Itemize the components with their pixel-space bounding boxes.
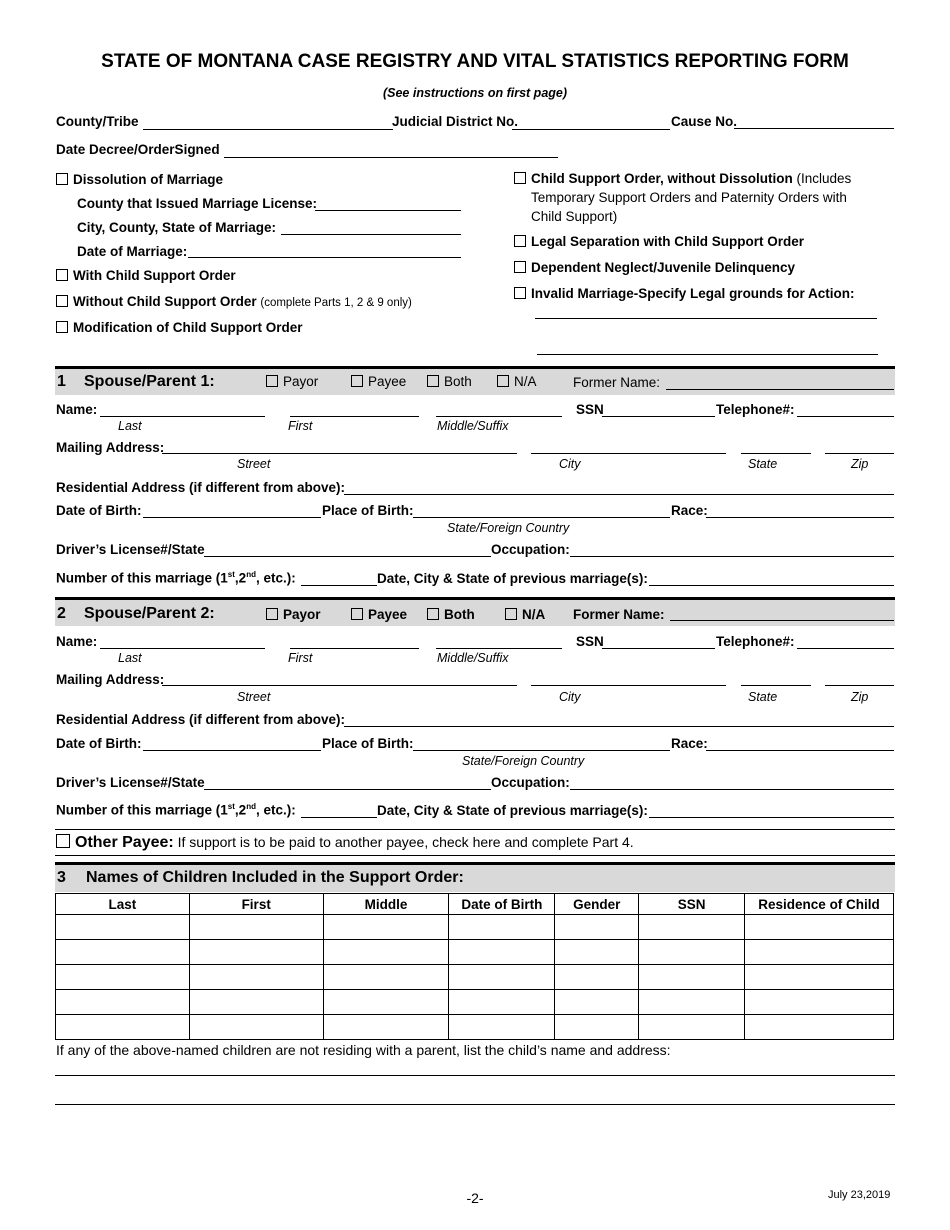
table-row: [56, 990, 894, 1015]
without-cso-note: (complete Parts 1, 2 & 9 only): [260, 297, 412, 309]
s2-pob-label: Place of Birth:: [322, 736, 414, 751]
s1-first-field[interactable]: [290, 416, 419, 417]
s1-ssn-field[interactable]: [602, 416, 715, 417]
legal-separation-label: Legal Separation with Child Support Order: [531, 234, 805, 249]
table-cell[interactable]: [639, 1015, 745, 1040]
table-cell[interactable]: [189, 940, 323, 965]
s1-city-caption: City: [559, 457, 581, 471]
s2-last-caption: Last: [118, 651, 142, 665]
s2-mailing-label: Mailing Address:: [56, 672, 165, 687]
other-payee-checkbox[interactable]: [56, 834, 70, 848]
table-cell[interactable]: [639, 965, 745, 990]
s1-pob-label: Place of Birth:: [322, 503, 414, 518]
s2-dob-label: Date of Birth:: [56, 736, 142, 751]
s2-name-label: Name:: [56, 634, 98, 649]
section-3-title: Names of Children Included in the Support Order:: [86, 869, 464, 886]
s1-city-field[interactable]: [531, 453, 726, 454]
dependent-neglect-label: Dependent Neglect/Juvenile Delinquency: [531, 260, 796, 275]
cso-note-3: Child Support): [531, 209, 618, 224]
s1-payee-label: Payee: [368, 374, 407, 389]
s1-both-checkbox[interactable]: [427, 375, 439, 387]
cause-no-field[interactable]: [734, 128, 894, 129]
date-of-marriage-field[interactable]: [188, 257, 461, 258]
col-first: First: [189, 894, 323, 915]
s2-city-field[interactable]: [531, 685, 726, 686]
dependent-neglect-option[interactable]: [514, 260, 795, 275]
with-cso-checkbox[interactable]: [56, 269, 68, 281]
table-cell[interactable]: [449, 1015, 555, 1040]
s1-prev-marriage-label: Date, City & State of previous marriage(s):: [377, 571, 648, 586]
table-row: [56, 965, 894, 990]
children-note: If any of the above-named children are not residing with a parent, list the child’s name and address:: [56, 1042, 671, 1058]
dissolution-option[interactable]: [56, 172, 223, 187]
date-decree-label: Date Decree/OrderSigned: [56, 142, 220, 157]
s2-residential-label: Residential Address (if different from above):: [56, 712, 346, 727]
s2-both-option[interactable]: [427, 607, 475, 622]
s2-na-label: N/A: [522, 607, 546, 622]
legal-separation-option[interactable]: [514, 234, 804, 249]
s2-ssn-field[interactable]: [602, 648, 715, 649]
other-payee-text: If support is to be paid to another payee, check here and complete Part 4.: [177, 834, 634, 850]
judicial-district-label: Judicial District No.: [392, 114, 519, 129]
table-cell[interactable]: [56, 965, 190, 990]
s2-pob-field[interactable]: [413, 750, 670, 751]
col-residence: Residence of Child: [745, 894, 894, 915]
table-cell[interactable]: [323, 1015, 449, 1040]
invalid-grounds-line-2[interactable]: [537, 354, 878, 355]
date-decree-field[interactable]: [224, 157, 558, 158]
s1-state-foreign-caption: State/Foreign Country: [447, 521, 570, 535]
s2-nd-sup: nd: [246, 802, 256, 811]
s2-dob-field[interactable]: [143, 750, 321, 751]
s1-payee-option[interactable]: [351, 374, 406, 389]
children-table-header: [56, 894, 894, 915]
s1-dl-field[interactable]: [204, 556, 491, 557]
s1-name-label: Name:: [56, 402, 98, 417]
dependent-neglect-checkbox[interactable]: [514, 261, 526, 273]
s2-dl-label: Driver’s License#/State: [56, 775, 205, 790]
other-payee-option[interactable]: [56, 834, 634, 852]
s2-race-field[interactable]: [706, 750, 894, 751]
s1-zip-caption: Zip: [851, 457, 869, 471]
date-of-marriage-label: Date of Marriage:: [77, 244, 188, 259]
s2-middle-caption: Middle/Suffix: [437, 651, 509, 665]
s1-na-label: N/A: [514, 374, 537, 389]
col-middle: Middle: [323, 894, 449, 915]
s2-former-name-field[interactable]: [670, 620, 894, 621]
table-cell[interactable]: [555, 990, 639, 1015]
s1-middle-caption: Middle/Suffix: [437, 419, 509, 433]
s1-both-label: Both: [444, 374, 472, 389]
s2-payee-label: Payee: [368, 607, 408, 622]
modification-option[interactable]: [56, 320, 302, 335]
county-tribe-field[interactable]: [143, 129, 393, 130]
table-cell[interactable]: [449, 940, 555, 965]
s2-telephone-field[interactable]: [797, 648, 894, 649]
s1-former-name-label: Former Name:: [573, 375, 661, 390]
other-payee-bottom-rule: [55, 855, 895, 856]
table-cell[interactable]: [189, 915, 323, 940]
s1-telephone-label: Telephone#:: [716, 402, 795, 417]
invalid-marriage-checkbox[interactable]: [514, 287, 526, 299]
s2-occupation-label: Occupation:: [491, 775, 570, 790]
col-ssn: SSN: [639, 894, 745, 915]
invalid-marriage-label: Invalid Marriage-Specify Legal grounds for Action:: [531, 286, 855, 301]
col-dob: Date of Birth: [449, 894, 555, 915]
s1-both-option[interactable]: [427, 374, 472, 389]
invalid-grounds-line-1[interactable]: [535, 318, 877, 319]
table-cell[interactable]: [745, 965, 894, 990]
s1-payor-label: Payor: [283, 374, 319, 389]
s2-city-caption: City: [559, 690, 581, 704]
s1-dob-field[interactable]: [143, 517, 321, 518]
s1-residential-field[interactable]: [344, 494, 894, 495]
s1-pob-field[interactable]: [413, 517, 670, 518]
section-1-number: 1: [57, 373, 66, 390]
s1-na-option[interactable]: [497, 374, 537, 389]
s1-street-caption: Street: [237, 457, 271, 471]
children-note-line-1[interactable]: [55, 1075, 895, 1076]
s1-payor-option[interactable]: [266, 374, 318, 389]
invalid-marriage-option[interactable]: [514, 286, 855, 301]
section-1-title: Spouse/Parent 1:: [84, 373, 215, 390]
s2-occupation-field[interactable]: [570, 789, 894, 790]
other-payee-top-rule: [55, 829, 895, 830]
s2-zip-caption: Zip: [851, 690, 869, 704]
table-cell[interactable]: [555, 965, 639, 990]
table-cell[interactable]: [639, 990, 745, 1015]
s2-street-field[interactable]: [162, 685, 517, 686]
col-last: Last: [56, 894, 190, 915]
s1-ssn-label: SSN: [576, 402, 604, 417]
page-number: -2-: [466, 1190, 484, 1206]
table-cell[interactable]: [449, 915, 555, 940]
s1-payor-checkbox[interactable]: [266, 375, 278, 387]
cso-note-1: (Includes: [796, 171, 852, 186]
table-cell[interactable]: [449, 965, 555, 990]
s2-last-field[interactable]: [100, 648, 265, 649]
s2-payee-option[interactable]: [351, 607, 407, 622]
s2-former-name-label: Former Name:: [573, 607, 665, 622]
s1-num-marriage-a: Number of this marriage (1: [56, 570, 228, 586]
table-cell[interactable]: [639, 915, 745, 940]
s2-na-checkbox[interactable]: [505, 608, 517, 620]
table-cell[interactable]: [745, 990, 894, 1015]
s2-first-caption: First: [288, 651, 313, 665]
s1-first-caption: First: [288, 419, 313, 433]
modification-label: Modification of Child Support Order: [73, 320, 303, 335]
children-note-line-2[interactable]: [55, 1104, 895, 1105]
s2-num-marriage-b: , etc.):: [255, 802, 296, 818]
table-row: [56, 915, 894, 940]
s1-comma2: ,2: [234, 570, 247, 586]
s2-comma2: ,2: [234, 802, 247, 818]
s2-middle-field[interactable]: [436, 648, 562, 649]
children-table: [55, 893, 894, 1040]
cso-without-dissolution-label: Child Support Order, without Dissolution: [531, 171, 793, 186]
s2-residential-field[interactable]: [344, 726, 894, 727]
s1-prev-marriage-field[interactable]: [649, 585, 894, 586]
table-cell[interactable]: [189, 990, 323, 1015]
s2-ssn-label: SSN: [576, 634, 604, 649]
judicial-district-field[interactable]: [512, 129, 670, 130]
s1-zip-field[interactable]: [825, 453, 894, 454]
section-2-number: 2: [57, 605, 66, 622]
s1-occupation-field[interactable]: [570, 556, 894, 557]
s2-payor-checkbox[interactable]: [266, 608, 278, 620]
table-cell[interactable]: [189, 965, 323, 990]
s2-num-marriage-field[interactable]: [301, 817, 377, 818]
s2-first-field[interactable]: [290, 648, 419, 649]
s2-race-label: Race:: [671, 736, 708, 751]
s1-num-marriage-b: , etc.):: [255, 570, 296, 586]
s1-state-caption: State: [748, 457, 778, 471]
table-cell[interactable]: [555, 940, 639, 965]
s2-num-marriage-a: Number of this marriage (1: [56, 802, 228, 818]
s1-street-field[interactable]: [162, 453, 517, 454]
other-payee-label: Other Payee:: [75, 834, 174, 851]
form-subtitle: (See instructions on first page): [382, 86, 568, 100]
s1-race-label: Race:: [671, 503, 708, 518]
s2-dl-field[interactable]: [204, 789, 491, 790]
s2-zip-field[interactable]: [825, 685, 894, 686]
s1-num-marriage-label: [56, 570, 296, 586]
s2-state-caption: State: [748, 690, 778, 704]
city-county-state-field[interactable]: [281, 234, 461, 235]
s1-nd-sup: nd: [246, 570, 256, 579]
table-cell[interactable]: [745, 1015, 894, 1040]
s1-last-field[interactable]: [100, 416, 265, 417]
s1-st-sup: st: [227, 570, 235, 579]
with-cso-option[interactable]: [56, 268, 236, 283]
s1-num-marriage-field[interactable]: [301, 585, 377, 586]
cso-without-dissolution-option[interactable]: [514, 171, 851, 186]
s1-race-field[interactable]: [706, 517, 894, 518]
s2-state-foreign-caption: State/Foreign Country: [462, 754, 585, 768]
s2-state-field[interactable]: [741, 685, 811, 686]
s1-telephone-field[interactable]: [797, 416, 894, 417]
county-tribe-label: County/Tribe: [56, 114, 139, 129]
table-cell[interactable]: [56, 940, 190, 965]
table-cell[interactable]: [56, 915, 190, 940]
s2-prev-marriage-field[interactable]: [649, 817, 894, 818]
cso-note-2: Temporary Support Orders and Paternity Orders with: [531, 190, 847, 205]
s2-payee-checkbox[interactable]: [351, 608, 363, 620]
section-2-title: Spouse/Parent 2:: [84, 605, 215, 622]
form-title: STATE OF MONTANA CASE REGISTRY AND VITAL STATISTICS REPORTING FORM: [101, 51, 849, 72]
s1-last-caption: Last: [118, 419, 142, 433]
s2-payor-label: Payor: [283, 607, 321, 622]
modification-checkbox[interactable]: [56, 321, 68, 333]
cause-no-label: Cause No.: [671, 114, 738, 129]
s1-residential-label: Residential Address (if different from above):: [56, 480, 346, 495]
s2-telephone-label: Telephone#:: [716, 634, 795, 649]
s2-prev-marriage-label: Date, City & State of previous marriage(s):: [377, 803, 648, 818]
without-cso-option[interactable]: [56, 294, 412, 309]
s1-na-checkbox[interactable]: [497, 375, 509, 387]
s1-occupation-label: Occupation:: [491, 542, 570, 557]
s2-street-caption: Street: [237, 690, 271, 704]
s1-middle-field[interactable]: [436, 416, 562, 417]
county-license-label: County that Issued Marriage License:: [77, 196, 318, 211]
table-cell[interactable]: [323, 940, 449, 965]
table-cell[interactable]: [189, 1015, 323, 1040]
table-cell[interactable]: [323, 965, 449, 990]
city-county-state-label: City, County, State of Marriage:: [77, 220, 277, 235]
table-cell[interactable]: [745, 915, 894, 940]
legal-separation-checkbox[interactable]: [514, 235, 526, 247]
table-cell[interactable]: [745, 940, 894, 965]
table-cell[interactable]: [323, 990, 449, 1015]
col-gender: Gender: [555, 894, 639, 915]
s1-dob-label: Date of Birth:: [56, 503, 142, 518]
table-cell[interactable]: [56, 1015, 190, 1040]
without-cso-checkbox[interactable]: [56, 295, 68, 307]
cso-without-dissolution-checkbox[interactable]: [514, 172, 526, 184]
s1-state-field[interactable]: [741, 453, 811, 454]
s1-payee-checkbox[interactable]: [351, 375, 363, 387]
with-cso-label: With Child Support Order: [73, 268, 236, 283]
s2-both-label: Both: [444, 607, 475, 622]
revision-date: July 23,2019: [828, 1189, 891, 1201]
dissolution-checkbox[interactable]: [56, 173, 68, 185]
without-cso-label: Without Child Support Order: [73, 294, 257, 309]
s2-num-marriage-label: [56, 802, 296, 818]
s1-mailing-label: Mailing Address:: [56, 440, 165, 455]
s1-dl-label: Driver’s License#/State: [56, 542, 205, 557]
table-row: [56, 940, 894, 965]
s2-st-sup: st: [227, 802, 235, 811]
section-3-number: 3: [57, 869, 66, 886]
s2-payor-option[interactable]: [266, 607, 321, 622]
table-cell[interactable]: [323, 915, 449, 940]
table-cell[interactable]: [639, 940, 745, 965]
s2-na-option[interactable]: [505, 607, 545, 622]
table-cell[interactable]: [555, 915, 639, 940]
table-cell[interactable]: [555, 1015, 639, 1040]
table-cell[interactable]: [449, 990, 555, 1015]
table-cell[interactable]: [56, 990, 190, 1015]
table-row: [56, 1015, 894, 1040]
county-license-field[interactable]: [315, 210, 461, 211]
s1-former-name-field[interactable]: [666, 389, 894, 390]
s2-both-checkbox[interactable]: [427, 608, 439, 620]
dissolution-label: Dissolution of Marriage: [73, 172, 224, 187]
